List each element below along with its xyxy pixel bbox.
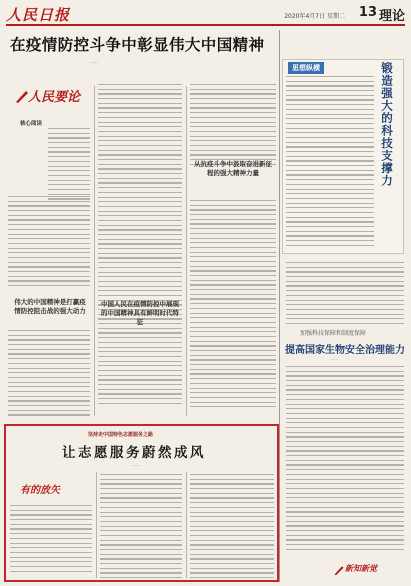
pull-quote: 从抗疫斗争中汲取奋进新征程的强大精神力量 (194, 160, 272, 177)
body-text-block (8, 196, 90, 290)
body-text-block (190, 84, 276, 168)
main-byline: …… (90, 59, 98, 64)
issue-date: 2020年4月7日 星期二 (284, 13, 345, 20)
body-text-block (286, 262, 404, 328)
core-reading-label: 核心阅读 (20, 121, 43, 127)
main-headline: 在疫情防控斗争中彰显伟大中国精神 (10, 36, 265, 54)
column-divider (186, 86, 187, 416)
body-text-block (100, 474, 182, 582)
section-name: 理论 (378, 9, 405, 24)
column-divider (186, 472, 187, 578)
column-divider (94, 86, 95, 416)
masthead (6, 4, 405, 26)
volunteer-headline: 让志愿服务蔚然成风 (62, 445, 206, 461)
sidebar-column-label: 思想纵横 (288, 62, 324, 74)
sidebar-sub-head: 加强科技保障和制度保障 (300, 330, 367, 337)
body-text-block (10, 505, 92, 575)
pull-quote: 中国人民在疫情防控中展现的中国精神具有鲜明时代特征 (101, 300, 179, 326)
column-divider (279, 30, 280, 582)
body-text-block (98, 84, 182, 407)
body-text-block (48, 128, 90, 203)
column-label-fangyan: 有的放矢 (20, 485, 60, 496)
column-label-xinzhi: 新知新觉 (345, 563, 377, 573)
pull-quote: 伟大的中国精神是打赢疫情防控阻击战的强大动力 (14, 298, 86, 315)
body-text-block (190, 200, 276, 411)
body-text-block (190, 474, 274, 582)
newspaper-logo: 人民日报 (6, 6, 71, 24)
body-text-block (8, 330, 90, 419)
page-number: 13 (358, 5, 377, 20)
sidebar-headline: 提高国家生物安全治理能力 (285, 345, 405, 356)
pen-icon (14, 88, 30, 104)
volunteer-byline: …… (132, 462, 140, 467)
sidebar-byline: …… (330, 356, 338, 361)
volunteer-sub-head: 坚持走中国特色志愿服务之路 (88, 432, 154, 438)
column-label-yaolun: 人民要论 (28, 90, 81, 105)
body-text-block (286, 366, 404, 554)
pen-icon (333, 564, 345, 576)
body-text-block (286, 76, 374, 249)
column-divider (96, 472, 97, 578)
sidebar-vertical-headline: 锻造强大的科技支撑力 (380, 62, 394, 187)
